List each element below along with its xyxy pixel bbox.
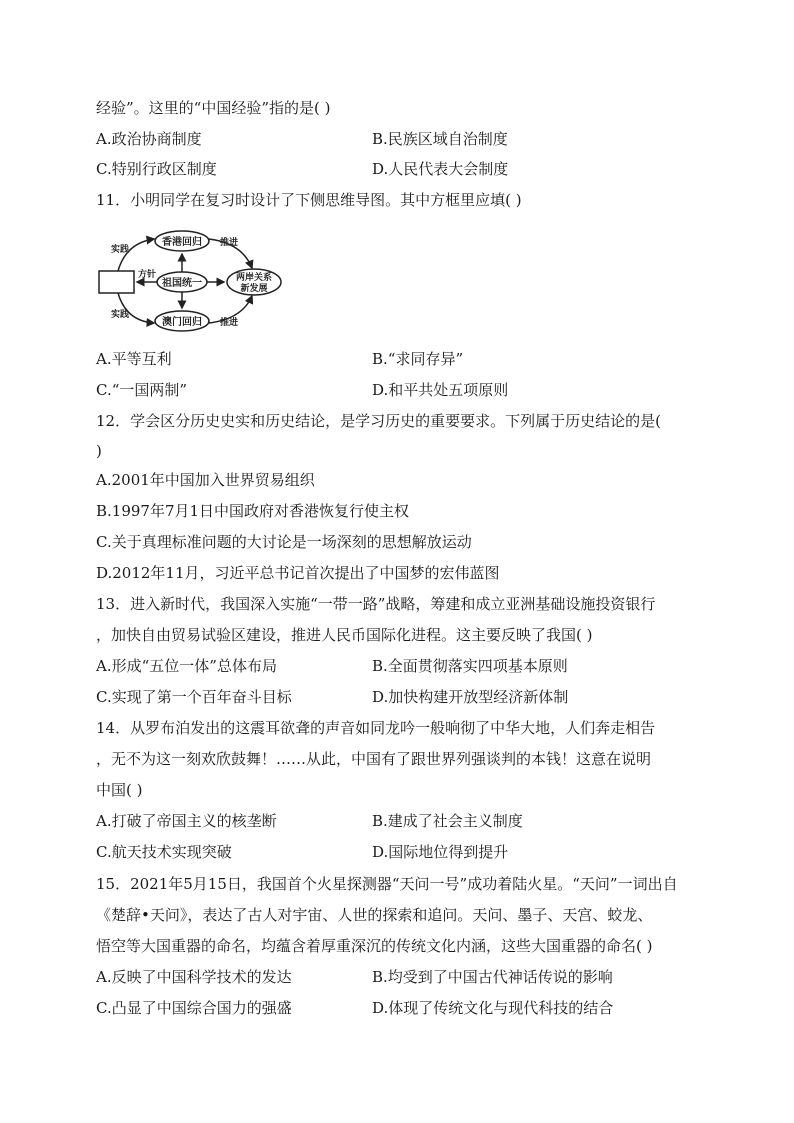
q13-option-d[interactable]: D.加快构建开放型经济新体制	[372, 688, 569, 706]
q11-mind-map	[96, 225, 282, 337]
q12-option-a[interactable]: A.2001年中国加入世界贸易组织	[96, 471, 315, 489]
q14-stem-line3: 中国( )	[96, 781, 143, 799]
q14-option-a[interactable]: A.打破了帝国主义的核垄断	[96, 812, 277, 830]
q13-stem-line1: 13．进入新时代，我国深入实施“一带一路”战略，筹建和成立亚洲基础设施投资银行	[96, 595, 656, 613]
q11-option-c[interactable]: C.“一国两制”	[96, 381, 188, 399]
q14-option-d[interactable]: D.国际地位得到提升	[372, 843, 509, 861]
edge-label-top-right: 推进	[219, 238, 239, 248]
edge-label-bottom-right: 推进	[219, 318, 239, 328]
q10-stem-tail: 经验”。这里的“中国经验”指的是( )	[96, 99, 331, 117]
q11-option-b[interactable]: B.“求同存异”	[372, 350, 464, 368]
q15-option-a[interactable]: A.反映了中国科学技术的发达	[96, 968, 292, 986]
q15-option-b[interactable]: B.均受到了中国古代神话传说的影响	[372, 968, 613, 986]
q11-option-d[interactable]: D.和平共处五项原则	[372, 381, 509, 399]
q10-option-d[interactable]: D.人民代表大会制度	[372, 160, 509, 178]
q15-stem-line1: 15．2021年5月15日，我国首个火星探测器“天问一号”成功着陆火星。“天问”一词出自	[96, 875, 678, 893]
q12-option-b[interactable]: B.1997年7月1日中国政府对香港恢复行使主权	[96, 502, 410, 520]
q13-stem-line2: ，加快自由贸易试验区建设，推进人民币国际化进程。这主要反映了我国( )	[96, 626, 593, 644]
node-right-label-1: 两岸关系	[235, 273, 273, 283]
q14-option-b[interactable]: B.建成了社会主义制度	[372, 812, 523, 830]
edge-label-middle: 方针	[137, 270, 157, 280]
mind-map-svg	[96, 225, 282, 337]
q14-stem-line2: ，无不为这一刻欢欣鼓舞！……从此，中国有了跟世界列强谈判的本钱！这意在说明	[96, 750, 652, 768]
blank-answer-box	[99, 271, 134, 293]
q13-option-a[interactable]: A.形成“五位一体”总体布局	[96, 657, 277, 675]
node-center-label: 祖国统一	[162, 278, 202, 289]
q12-option-d[interactable]: D.2012年11月，习近平总书记首次提出了中国梦的宏伟蓝图	[96, 564, 500, 582]
q12-stem-line2: )	[96, 442, 102, 460]
edge-label-bottom-left: 实践	[110, 310, 130, 320]
q15-option-c[interactable]: C.凸显了中国综合国力的强盛	[96, 999, 292, 1017]
q10-option-a[interactable]: A.政治协商制度	[96, 130, 202, 148]
q10-option-b[interactable]: B.民族区域自治制度	[372, 130, 508, 148]
edge-label-top-left: 实践	[110, 245, 130, 255]
q14-stem-line1: 14．从罗布泊发出的这震耳欲聋的声音如同龙吟一般响彻了中华大地，人们奔走相告	[96, 719, 656, 737]
q15-stem-line2: 《楚辞•天问》，表达了古人对宇宙、人世的探索和追问。天问、墨子、天宫、蛟龙、	[96, 906, 653, 924]
q13-option-c[interactable]: C.实现了第一个百年奋斗目标	[96, 688, 292, 706]
node-right-label-2: 新发展	[240, 284, 268, 294]
q12-stem-line1: 12．学会区分历史史实和历史结论，是学习历史的重要要求。下列属于历史结论的是(	[96, 412, 661, 430]
q15-option-d[interactable]: D.体现了传统文化与现代科技的结合	[372, 999, 614, 1017]
q14-option-c[interactable]: C.航天技术实现突破	[96, 843, 232, 861]
q15-stem-line3: 悟空等大国重器的命名，均蕴含着厚重深沉的传统文化内涵，这些大国重器的命名( )	[96, 937, 653, 955]
q11-option-a[interactable]: A.平等互利	[96, 350, 172, 368]
q13-option-b[interactable]: B.全面贯彻落实四项基本原则	[372, 657, 568, 675]
node-top-label: 香港回归	[162, 237, 202, 248]
q11-stem: 11．小明同学在复习时设计了下侧思维导图。其中方框里应填( )	[96, 191, 522, 209]
q10-option-c[interactable]: C.特别行政区制度	[96, 160, 217, 178]
node-bottom-label: 澳门回归	[162, 317, 202, 328]
q12-option-c[interactable]: C.关于真理标准问题的大讨论是一场深刻的思想解放运动	[96, 533, 472, 551]
